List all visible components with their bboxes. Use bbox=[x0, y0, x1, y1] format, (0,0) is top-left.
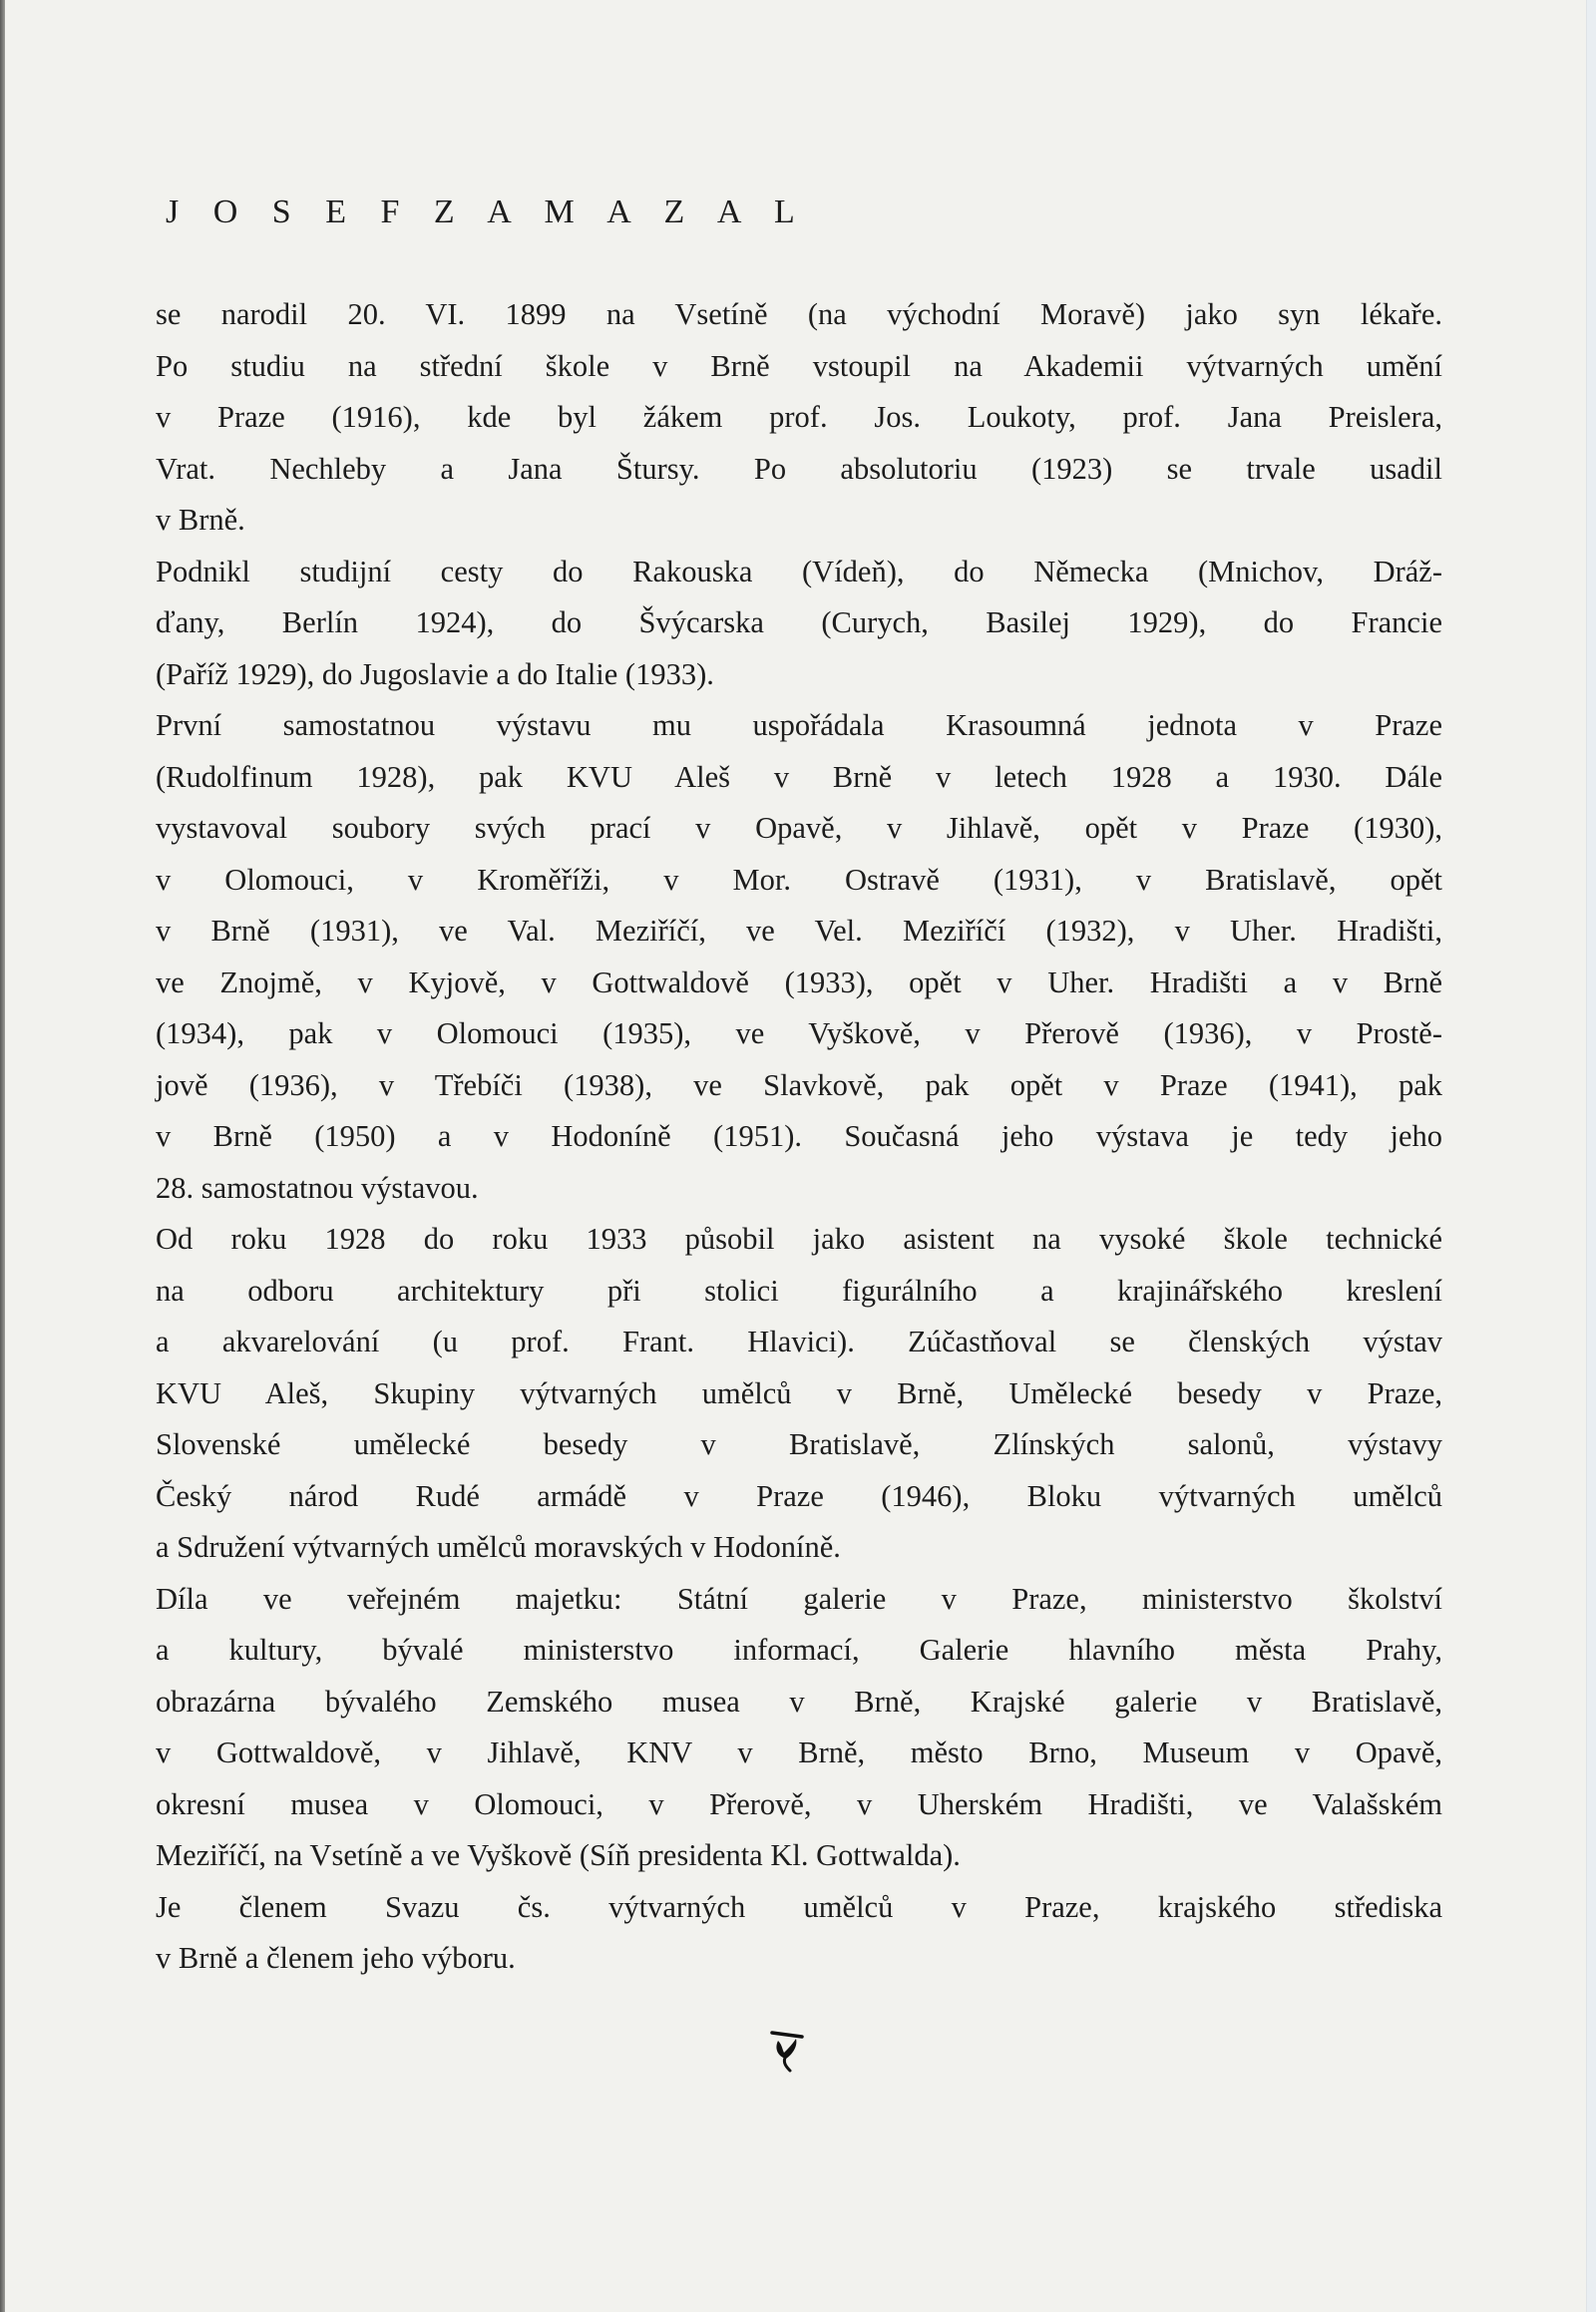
text-line: v Gottwaldově, v Jihlavě, KNV v Brně, město Brno, Museum v Opavě, bbox=[156, 1735, 1442, 1769]
text-line: Díla ve veřejném majetku: Státní galerie v Praze, ministerstvo školství bbox=[156, 1581, 1442, 1616]
text-line: První samostatnou výstavu mu uspořádala Krasoumná jednota v Praze bbox=[156, 708, 1442, 742]
text-line: a Sdružení výtvarných umělců moravských v Hodoníně. bbox=[156, 1530, 841, 1564]
text-line: vystavoval soubory svých prací v Opavě, v Jihlavě, opět v Praze (1930), bbox=[156, 811, 1442, 845]
text-line: okresní musea v Olomouci, v Přerově, v Uherském Hradišti, ve Valašském bbox=[156, 1786, 1442, 1821]
printer-mark-icon bbox=[768, 2025, 808, 2075]
text-line: (Paříž 1929), do Jugoslavie a do Italie (1933). bbox=[156, 656, 714, 691]
text-line: ďany, Berlín 1924), do Švýcarska (Curych, Basilej 1929), do Francie bbox=[156, 605, 1442, 639]
text-line: v Olomouci, v Kroměříži, v Mor. Ostravě (1931), v Bratislavě, opět bbox=[156, 862, 1442, 897]
page-heading: J O S E F Z A M A Z A L bbox=[166, 193, 808, 230]
text-line: Od roku 1928 do roku 1933 působil jako asistent na vysoké škole technické bbox=[156, 1222, 1442, 1256]
text-line: a kultury, bývalé ministerstvo informací, Galerie hlavního města Prahy, bbox=[156, 1633, 1442, 1667]
text-line: Vrat. Nechleby a Jana Štursy. Po absolutoriu (1923) se trvale usadil bbox=[156, 451, 1442, 486]
paragraph bbox=[156, 547, 1442, 701]
text-line: v Brně (1950) a v Hodoníně (1951). Současná jeho výstava je tedy jeho bbox=[156, 1119, 1442, 1153]
paragraph bbox=[156, 1882, 1442, 1985]
ornament-leaf bbox=[776, 2039, 796, 2059]
text-line: KVU Aleš, Skupiny výtvarných umělců v Brně, Umělecké besedy v Praze, bbox=[156, 1375, 1442, 1410]
text-line: 28. samostatnou výstavou. bbox=[156, 1170, 479, 1205]
text-line: na odboru architektury při stolici figurálního a krajinářského kreslení bbox=[156, 1273, 1442, 1308]
scan-right-edge bbox=[1586, 0, 1596, 2312]
biography-text bbox=[156, 289, 1442, 1985]
text-line: Slovenské umělecké besedy v Bratislavě, Zlínských salonů, výstavy bbox=[156, 1427, 1442, 1461]
text-line: Meziříčí, na Vsetíně a ve Vyškově (Síň presidenta Kl. Gottwalda). bbox=[156, 1838, 961, 1872]
text-line: a akvarelování (u prof. Frant. Hlavici). Zúčastňoval se členských výstav bbox=[156, 1325, 1442, 1358]
text-line: jově (1936), v Třebíči (1938), ve Slavkově, pak opět v Praze (1941), pak bbox=[156, 1067, 1442, 1102]
text-line: v Brně. bbox=[156, 503, 245, 537]
paragraph bbox=[156, 1214, 1442, 1574]
text-line: (Rudolfinum 1928), pak KVU Aleš v Brně v letech 1928 a 1930. Dále bbox=[156, 759, 1442, 794]
text-line: v Brně a členem jeho výboru. bbox=[156, 1941, 516, 1975]
text-line: obrazárna bývalého Zemského musea v Brně, Krajské galerie v Bratislavě, bbox=[156, 1684, 1442, 1719]
text-line: Podnikl studijní cesty do Rakouska (Vídeň), do Německa (Mnichov, Dráž- bbox=[156, 554, 1442, 588]
text-line: Po studiu na střední škole v Brně vstoupil na Akademii výtvarných umění bbox=[156, 348, 1442, 383]
text-line: Je členem Svazu čs. výtvarných umělců v Praze, krajského střediska bbox=[156, 1889, 1442, 1924]
paragraph bbox=[156, 1574, 1442, 1882]
text-line: se narodil 20. VI. 1899 na Vsetíně (na východní Moravě) jako syn lékaře. bbox=[156, 297, 1442, 331]
text-line: v Praze (1916), kde byl žákem prof. Jos. Loukoty, prof. Jana Preislera, bbox=[156, 400, 1442, 434]
text-line: v Brně (1931), ve Val. Meziříčí, ve Vel. Meziříčí (1932), v Uher. Hradišti, bbox=[156, 914, 1442, 948]
paragraph bbox=[156, 700, 1442, 1214]
ornament-bar bbox=[772, 2033, 802, 2037]
text-line: ve Znojmě, v Kyjově, v Gottwaldově (1933), opět v Uher. Hradišti a v Brně bbox=[156, 964, 1442, 999]
text-line: Český národ Rudé armádě v Praze (1946), Bloku výtvarných umělců bbox=[156, 1478, 1442, 1513]
text-line: (1934), pak v Olomouci (1935), ve Vyškově, v Přerově (1936), v Prostě- bbox=[156, 1016, 1442, 1050]
scan-left-edge bbox=[0, 0, 5, 2312]
ornament-stem bbox=[784, 2058, 790, 2071]
paragraph bbox=[156, 289, 1442, 547]
